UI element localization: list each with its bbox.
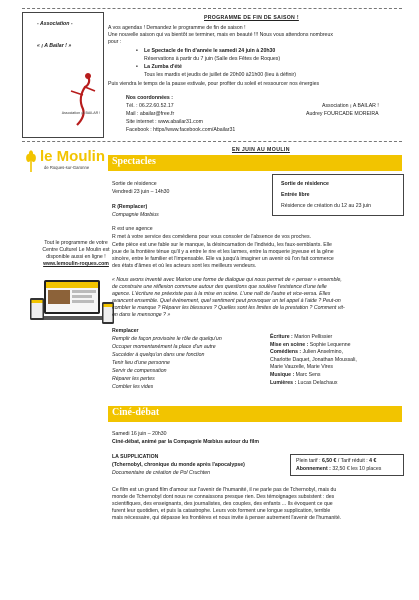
moulin-logo — [24, 148, 114, 174]
spectacle-p1-line-1: R met à votre service des comédiens pour vous consoler de l'absence de vos proches. — [112, 234, 312, 240]
remplacer-line-6: Réparer les pertes — [112, 376, 155, 382]
moulin-logo-sub: de Roques-sur-Garonne — [44, 165, 90, 170]
remplacer-line-1: Remplir de façon provisoire le rôle de quelqu'un — [112, 336, 222, 342]
cine-date: Samedi 16 juin – 20h30 — [112, 431, 167, 437]
cine-body-line-5: mais nécessaire, qui dépasse les frontières et nous invite à penser autrement l'avenir de l'humanité. — [112, 515, 342, 521]
remplacer-line-5: Servir de compensation — [112, 368, 167, 374]
residence-box-line-2: Entrée libre — [281, 192, 310, 198]
spectacle-p1-line-5: des états d'âmes et où les acteurs sont les meilleurs vendeurs. — [112, 263, 257, 269]
abailar-logo — [61, 71, 101, 131]
remplacer-line-2: Occuper momentanément la place d'un autre — [112, 344, 216, 350]
moulin-section-title: EN JUIN AU MOULIN — [232, 147, 290, 153]
credit-line-1: Écriture : Marion Pellissier — [270, 334, 333, 340]
moulin-promo-2: Centre Culturel Le Moulin est — [42, 247, 110, 253]
spectacle-quote-line-6: on dans le mensonge ? » — [112, 312, 171, 318]
spectacle-agence: R est une agence — [112, 226, 153, 232]
remplacer-title: Remplacer — [112, 328, 139, 334]
cine-body-line-4: furent leur quotidien, et puis la catastrophe. Leurs voix forment une longue supplication, terrible — [112, 508, 331, 514]
program-intro-2: Une nouvelle saison qui va bientôt se terminer, mais en beauté !!! Nous vous attendons nombreux — [108, 32, 333, 38]
devices-illustration — [30, 276, 118, 334]
signature-association: Association ¡ A BAILAR ! — [322, 103, 379, 109]
spectacle-quote-line-2: de construire une réflexion commune autour des questions que soulève l'existence d'une telle — [112, 284, 327, 290]
dancer-icon — [65, 71, 101, 131]
contact-mail[interactable]: Mail : abailar@free.fr — [126, 111, 175, 117]
cine-header: Ciné-débat — [108, 406, 402, 422]
spectacle-p1-line-3: joue de la frontière ténue qu'il y a entre le rire et les larmes, entre la moquerie joyeuse et la gêne — [112, 249, 334, 255]
divider-middle — [22, 141, 402, 142]
spectacle-date: Vendredi 23 juin – 14h30 — [112, 189, 170, 195]
credit-line-4: Charlotte Daquet, Jonathan Moussali, — [270, 356, 357, 363]
credit-line-2: Mise en scène : Sophie Lequenne — [270, 341, 351, 348]
cine-body-line-1: Ce film est un grand film d'amour sur l'avenir de l'humanité, il ne parle pas de Tchernobyl, mais du — [112, 487, 337, 493]
program-bullet-2-sub: Tous les mardis et jeudis de juillet de 20h00 à21h00 (lieu à définir) — [144, 72, 296, 78]
credit-line-7: Lumières : Lucas Delachaux — [270, 379, 338, 386]
credits-block — [270, 334, 402, 386]
spectacle-quote-line-3: agence. L'écriture ne préexiste pas à la mise en scène. L'une naît de l'autre et vice-versa. Elles — [112, 291, 331, 297]
wheat-icon — [24, 150, 38, 172]
spectacle-quote-line-1: « Nous avons inventé avec Marion une forme de dialogue qui nous permet de « penser » ensemble, — [112, 277, 342, 283]
spectacle-title: R (Remplacer) — [112, 204, 148, 210]
program-bullet-2-title: • La Zumba d'été — [144, 64, 182, 71]
contact-site[interactable]: Site internet : www.abailar31.com — [126, 119, 203, 125]
moulin-logo-text: le Moulin — [40, 148, 105, 165]
divider-top — [22, 8, 402, 9]
price-line-1: Plein tarif : 6,50 € / Tarif réduit : 4 € — [296, 458, 377, 464]
laptop-tablet-phone-icon — [30, 276, 118, 334]
spectacle-p1-line-4: sincère, entre le familier et l'impensable. Elle va jusqu'à imaginer un avenir où l'on fait commerce — [112, 256, 334, 262]
spectacle-quote-line-5: combler le manque ? Réparer les blessures ? Quelles sont les limites de la prestation ? Comment vit- — [112, 305, 345, 311]
spectacle-quote-line-4: avancent ensemble. Quel événement, quel sentiment peut provoquer un tel appel à l'aide ? Peut-on — [112, 298, 341, 304]
film-subtitle: (Tchernobyl, chronique du monde après l'apocalypse) — [112, 462, 245, 468]
contact-tel: Tél. : 06.22.60.52.17 — [126, 103, 174, 109]
association-box — [22, 12, 104, 138]
credit-line-5: Marie Vauzelle, Marie Vires — [270, 364, 333, 371]
signature-name: Audrey FOURCADE MOREIRA — [306, 111, 379, 117]
moulin-promo-3: disponible aussi en ligne ! — [46, 254, 106, 260]
cine-body-line-2: monde de Tchernobyl dont nous ne connaissons presque rien. Des témoignages subsistent : des — [112, 494, 335, 500]
remplacer-line-3: Succéder à quelqu'un dans une fonction — [112, 352, 205, 358]
spectacle-kind: Sortie de résidence — [112, 181, 157, 187]
logo-text: Association ¡A BAILAR ! — [61, 111, 101, 115]
program-outro: Puis viendra le temps de la pause estivale, pour profiter du soleil et ressourcer nos énergies — [108, 81, 320, 87]
association-name: « ¡ A Bailar ! » — [37, 43, 72, 49]
program-intro-1: A vos agendas ! Demandez le programme de fin de saison ! — [108, 25, 246, 31]
cine-body-line-3: scientifiques, des enseignants, des journalistes, des couples, des enfants ... Ils évoquent ce que — [112, 501, 333, 507]
program-bullet-1-title: • Le Spectacle de fin d'année le samedi 24 juin à 20h30 — [144, 48, 275, 55]
remplacer-line-4: Tenir lieu d'une personne — [112, 360, 170, 366]
residence-box-line-3: Résidence de création du 12 au 23 juin — [281, 203, 371, 209]
residence-box — [272, 174, 404, 216]
cine-desc: Ciné-débat, animé par la Compagnie Mœbius autour du film — [112, 439, 259, 445]
moulin-website-link[interactable]: www.lemoulin-roques.com — [43, 261, 109, 267]
contact-facebook[interactable]: Facebook : https//www.facebook.com/Abailar31 — [126, 127, 236, 133]
price-box — [290, 454, 404, 476]
program-intro-3: pour : — [108, 39, 122, 45]
film-title: LA SUPPLICATION — [112, 454, 159, 460]
association-label: - Association - — [37, 21, 73, 27]
remplacer-line-7: Combler les vides — [112, 384, 154, 390]
spectacles-header: Spectacles — [108, 155, 402, 171]
moulin-promo-1: Tout le programme de votre — [44, 240, 108, 246]
program-bullet-1-sub: Réservations à partir du 7 juin (Salle des Fêtes de Roques) — [144, 56, 281, 62]
residence-box-line-1: Sortie de résidence — [281, 181, 329, 187]
credit-line-6: Musique : Marc Sens — [270, 371, 321, 378]
spectacle-company: Compagnie Mœbius — [112, 212, 159, 218]
credit-line-3: Comédiens : Julien Anselmino, — [270, 349, 343, 356]
price-line-2: Abonnement : 32,50 € les 10 places — [296, 466, 382, 472]
program-title: PROGRAMME DE FIN DE SAISON ! — [204, 15, 299, 21]
contact-title: Nos coordonnées : — [126, 95, 173, 101]
film-director: Documentaire de création de Pol Cruchten — [112, 470, 211, 476]
spectacle-p1-line-2: Cette pièce est une fable sur le manque, la désincarnation de l'individu, les faux-semblants. Elle — [112, 242, 332, 248]
